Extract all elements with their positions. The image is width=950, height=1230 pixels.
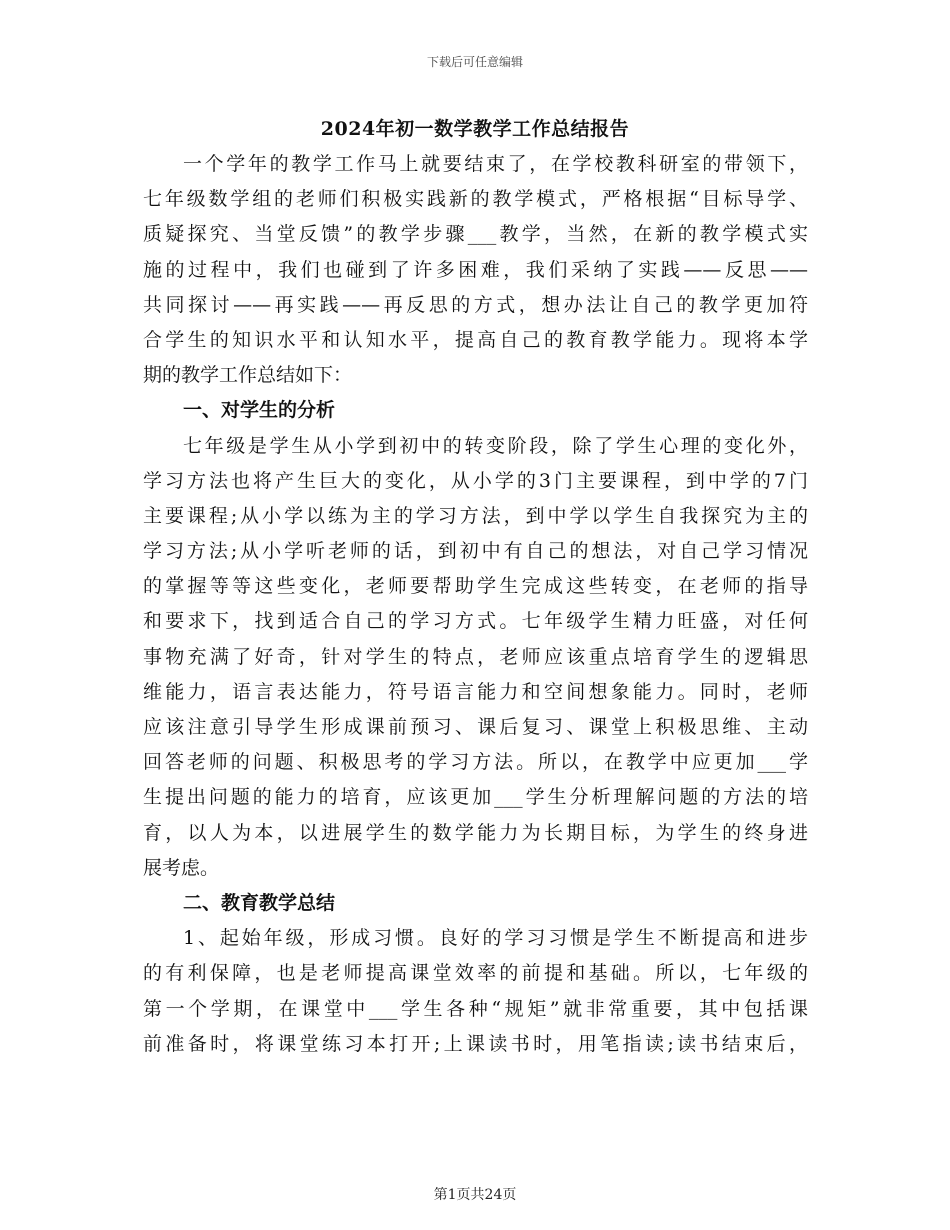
body-text-line: 一个学年的教学工作马上就要结束了，在学校教科研室的带领下， [183,153,808,175]
body-text-line: 共同探讨——再实践——再反思的方式，想办法让自己的教学更加符 [143,293,808,316]
body-text-line: 1、起始年级，形成习惯。良好的学习习惯是学生不断提高和进步 [183,927,808,950]
body-text-line: 回答老师的问题、积极思考的学习方法。所以，在教学中应更加___学 [143,751,808,774]
section-heading: 一、对学生的分析 [183,399,336,422]
body-text-line: 合学生的知识水平和认知水平，提高自己的教育教学能力。现将本学 [143,328,808,351]
body-text-line: 第一个学期，在课堂中___学生各种“规矩”就非常重要，其中包括课 [143,997,808,1020]
body-text-line: 质疑探究、当堂反馈”的教学步骤___教学，当然，在新的教学模式实 [143,223,808,246]
body-text-line: 学习方法;从小学听老师的话，到初中有自己的想法，对自己学习情况 [143,540,808,563]
page-number: 第1页共24页 [433,1187,517,1203]
body-text-line: 主要课程;从小学以练为主的学习方法，到中学以学生自我探究为主的 [143,504,808,527]
body-text-line: 期的教学工作总结如下： [143,364,353,387]
document-body [143,147,808,1062]
section-heading: 二、教育教学总结 [183,891,336,914]
body-text-line: 育，以人为本，以进展学生的数学能力为长期目标，为学生的终身进 [143,821,808,844]
header-note: 下载后可任意编辑 [426,55,523,69]
body-text-line: 的掌握等等这些变化，老师要帮助学生完成这些转变，在老师的指导 [143,575,808,598]
document-title: 2024年初一数学教学工作总结报告 [320,118,630,140]
body-text-line: 维能力，语言表达能力，符号语言能力和空间想象能力。同时，老师 [143,680,808,703]
body-text-line: 事物充满了好奇，针对学生的特点，老师应该重点培育学生的逻辑思 [143,645,808,668]
body-text-line: 生提出问题的能力的培育，应该更加___学生分析理解问题的方法的培 [143,786,808,809]
body-text-line: 展考虑。 [143,856,220,879]
body-text-line: 施的过程中，我们也碰到了许多困难，我们采纳了实践——反思—— [143,258,808,281]
body-text-line: 和要求下，找到适合自己的学习方式。七年级学生精力旺盛，对任何 [143,610,808,633]
body-text-line: 七年级是学生从小学到初中的转变阶段，除了学生心理的变化外， [183,434,808,457]
body-text-line: 七年级数学组的老师们积极实践新的教学模式，严格根据“目标导学、 [143,188,808,211]
body-text-line: 应该注意引导学生形成课前预习、课后复习、课堂上积极思维、主动 [143,716,808,738]
body-text-line: 学习方法也将产生巨大的变化，从小学的3门主要课程，到中学的7门 [143,469,808,492]
body-text-line: 前准备时，将课堂练习本打开;上课读书时，用笔指读;读书结束后， [143,1032,808,1055]
body-text-line: 的有利保障，也是老师提高课堂效率的前提和基础。所以，七年级的 [143,962,808,985]
